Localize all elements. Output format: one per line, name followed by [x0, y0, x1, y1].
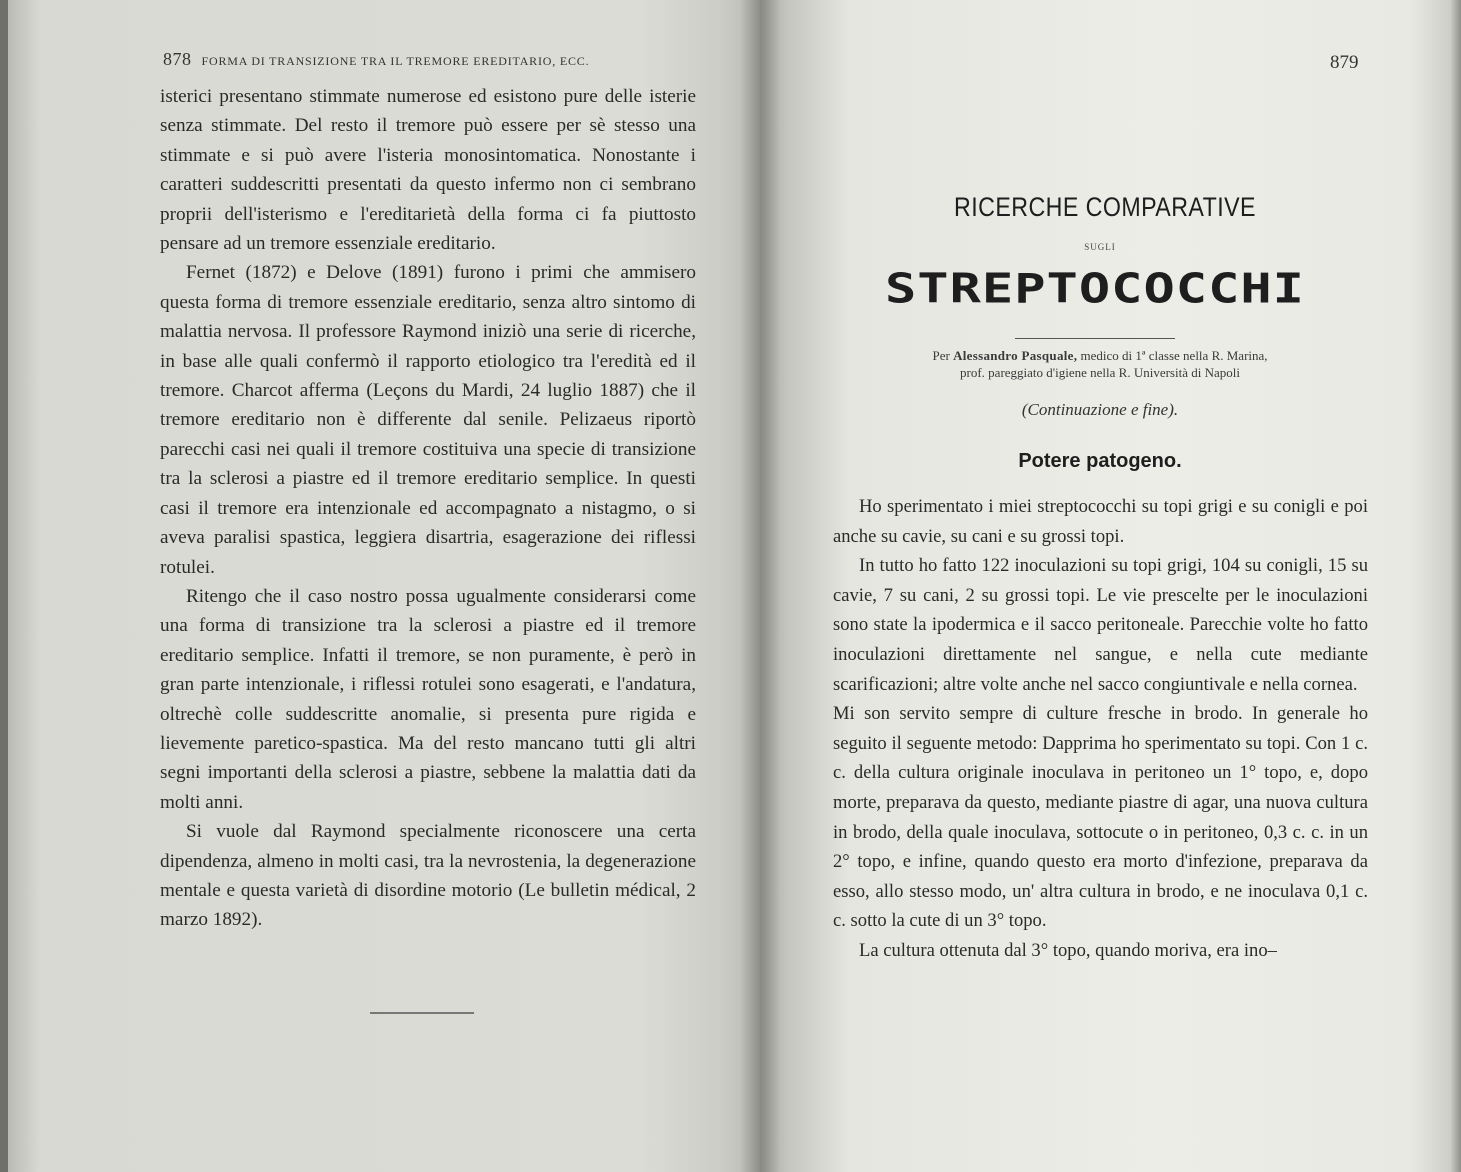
running-head-title: FORMA DI TRANSIZIONE TRA IL TREMORE EREDITARIO, ECC.	[201, 54, 590, 68]
page-edge	[0, 0, 8, 1172]
paragraph: Fernet (1872) e Delove (1891) furono i primi che ammisero questa forma di tremore essenziale ereditario, senza altro sintomo di malattia nervosa. Il professore Raymond iniziò una serie di ricerche, in base alle quali confermò il rapporto etiologico tra l'eredità ed il tremore. Charcot afferma (Leçons du Mardi, 24 luglio 1887) che il tremore ereditario non è differente dal senile. Pelizaeus riportò parecchi casi nei quali il tremore costituiva una specie di transizione tra la sclerosi a piastre ed il tremore ereditario semplice. In questi casi il tremore era intenzionale ed accompagnato a nistagmo, o si aveva paralisi spastica, leggiera disartria, esagerazione dei riflessi rotulei.	[160, 262, 696, 578]
paragraph: Ho sperimentato i miei streptococchi su topi grigi e su conigli e poi anche su cavie, su cani e su grossi topi.	[833, 496, 1368, 547]
book-gutter	[740, 0, 780, 1172]
byline	[840, 347, 1360, 381]
paragraph: Si vuole dal Raymond specialmente riconoscere una certa dipendenza, almeno in molti casi, tra la nevrostenia, la degenerazione mentale e questa varietà di disordine motorio (Le bulletin médical, 2 marzo 1892).	[160, 821, 696, 931]
author-affiliation-2: prof. pareggiato d'igiene nella R. Università di Napoli	[960, 365, 1240, 380]
title-connector: SUGLI	[1084, 242, 1116, 252]
left-page-number: 878	[163, 49, 192, 69]
paragraph: Mi son servito sempre di culture fresche in brodo. In generale ho seguito il seguente metodo: Dapprima ho sperimentato su topi. Con 1 c. c. della cultura originale inoculava in peritoneo un 1° topo, e, dopo morte, preparava da questo, mediante piastre di agar, una nuova cultura in brodo, della quale inoculava, sottocute o in peritoneo, 0,3 c. c. in un 2° topo, e infine, quando questo era morto d'infezione, preparava da esso, allo stesso modo, un' altra cultura in brodo, e ne inoculava 0,1 c. c. sotto la cute di un 3° topo.	[833, 703, 1368, 932]
author-affiliation: medico di 1ª classe nella R. Marina,	[1080, 348, 1268, 363]
article-title: RICERCHE COMPARATIVE	[954, 192, 1256, 222]
end-rule	[370, 1012, 474, 1014]
title-rule	[1015, 338, 1175, 339]
section-heading: Potere patogeno.	[1018, 450, 1182, 472]
right-page-number: 879	[1330, 52, 1359, 73]
left-body-text	[160, 82, 696, 935]
article-main-title: STREPTOCOCCHI	[885, 266, 1305, 313]
paragraph: Ritengo che il caso nostro possa ugualmente considerarsi come una forma di transizione tra la sclerosi a piastre ed il tremore ereditario semplice. Infatti il tremore, se non puramente, è però in gran parte intenzionale, i riflessi rotulei sono esagerati, e l'andatura, oltrechè colle suddescritte anomalie, si presenta pure rigida e lievemente paretico-spastica. Ma del resto mancano tutti gli altri segni importanti della sclerosi a piastre, sebbene la malattia dati da molti anni.	[160, 585, 696, 813]
right-body-text	[833, 492, 1368, 966]
paragraph: In tutto ho fatto 122 inoculazioni su topi grigi, 104 su conigli, 15 su cavie, 7 su cani, 2 su grossi topi. Le vie prescelte per le inoculazioni sono state la ipodermica e il sacco peritoneale. Parecchie volte ho fatto inoculazioni direttamente nel sangue, e nella cute mediante scarificazioni; altre volte anche nel sacco congiuntivale e nella cornea.	[833, 555, 1368, 695]
paragraph: isterici presentano stimmate numerose ed esistono pure delle isterie senza stimmate. Del resto il tremore può essere per sè stesso una stimmate e si può avere l'isteria monosintomatica. Nonostante i caratteri suddescritti presentati da questo infermo non ci sembrano proprii dell'isterismo e l'ereditarietà della forma ci fa piuttosto pensare ad un tremore essenziale ereditario.	[160, 86, 696, 255]
author-name: Alessandro Pasquale,	[953, 348, 1078, 363]
byline-prefix: Per	[932, 348, 950, 363]
continuation-note: (Continuazione e fine).	[1021, 400, 1179, 419]
running-head	[163, 49, 693, 70]
paragraph: La cultura ottenuta dal 3° topo, quando moriva, era ino–	[859, 939, 1277, 961]
